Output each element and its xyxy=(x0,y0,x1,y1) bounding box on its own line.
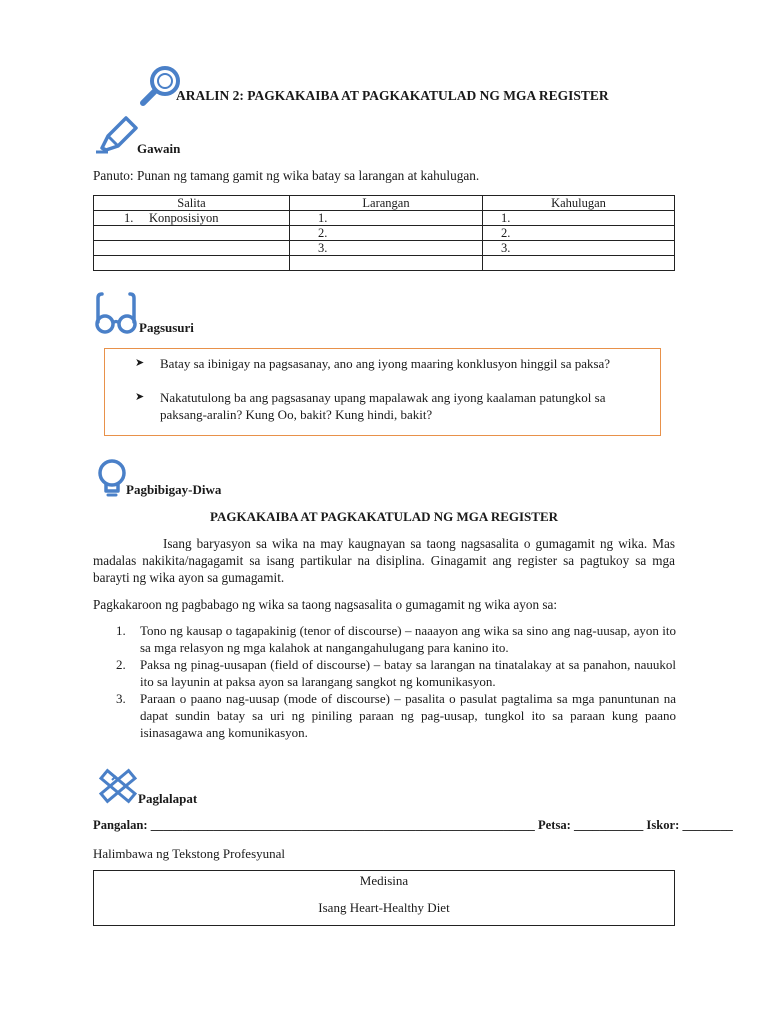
section-gawain: Gawain xyxy=(137,141,181,156)
section-pagsusuri: Pagsusuri xyxy=(139,320,194,335)
table-cell[interactable] xyxy=(94,256,290,271)
table-cell[interactable] xyxy=(94,241,290,256)
panuto-text: Panuto: Punan ng tamang gamit ng wika batay sa larangan at kahulugan. xyxy=(93,168,480,183)
table-cell[interactable] xyxy=(290,256,483,271)
table-row xyxy=(94,211,675,226)
table-cell[interactable]: 1. xyxy=(483,211,675,226)
table-row xyxy=(94,256,675,271)
arrow-bullet-icon: ➤ xyxy=(135,357,145,369)
diwa-heading: PAGKAKAIBA AT PAGKAKATULAD NG MGA REGISTER xyxy=(209,509,559,524)
table-cell[interactable]: 3. xyxy=(290,241,483,256)
ruler-pencil-icon xyxy=(92,766,142,808)
list-item: 1. Tono ng kausap o tagapakinig (tenor of discourse) – naaayon ang wika sa sino ang nag-uusap, ayon ito sa mga relasyon ng mga kalahok at nangangahulugang para kanino ito. xyxy=(116,623,676,655)
halimbawa-label: Halimbawa ng Tekstong Profesyunal xyxy=(93,846,286,861)
list-item: ➤ Batay sa ibinigay na pagsasanay, ano ang iyong maaring konklusyon hinggil sa paksa? xyxy=(135,356,611,371)
table-cell[interactable]: 2. xyxy=(290,226,483,241)
table-cell[interactable]: 2. xyxy=(483,226,675,241)
highlighter-icon xyxy=(92,110,142,156)
table-header: Larangan xyxy=(290,196,483,211)
table-row xyxy=(94,226,675,241)
lesson-title: ARALIN 2: PAGKAKAIBA AT PAGKAKATULAD NG MGA REGISTER xyxy=(176,88,609,103)
diwa-paragraph-2: Pagkakaroon ng pagbabago ng wika sa taong nagsasalita o gumagamit ng wika ayon sa: xyxy=(93,597,558,612)
diwa-paragraph-1: Isang baryasyon sa wika na may kaugnayan sa taong nagsasalita o gumagamit ng wika. Mas madalas nakikita/nagagamit sa isang partikular na disiplina. Ginagamit ang register sa pagtukoy sa mga barayti ng wika ayon sa gumagamit. xyxy=(93,536,675,585)
list-item: 2. Paksa ng pinag-uusapan (field of discourse) – batay sa larangan na tinatalakay at sa panahon, nauukol ito sa layunin at paksa ayon sa larangang sangkot ng komunikasyon. xyxy=(116,657,676,689)
table-header: Salita xyxy=(94,196,290,211)
table-cell[interactable]: 1. Konposisiyon xyxy=(94,211,290,226)
example-subtitle: Isang Heart-Healthy Diet xyxy=(318,900,450,915)
table-cell[interactable]: 3. xyxy=(483,241,675,256)
list-item: ➤ Nakatutulong ba ang pagsasanay upang mapalawak ang iyong kaalaman patungkol sa paksang-aralin? Kung Oo, bakit? Kung hindi, bakit? xyxy=(135,390,606,422)
section-paglalapat: Paglalapat xyxy=(138,791,198,806)
form-line[interactable]: Pangalan: _____________________________________________________________ Petsa: ___________ Iskor: ________ xyxy=(93,818,733,832)
table-cell[interactable]: 1. xyxy=(290,211,483,226)
arrow-bullet-icon: ➤ xyxy=(135,391,145,403)
example-box xyxy=(93,870,675,926)
section-pagbibigay-diwa: Pagbibigay-Diwa xyxy=(126,482,222,497)
answer-table xyxy=(93,195,675,271)
pagsusuri-box xyxy=(104,348,661,436)
example-title: Medisina xyxy=(359,873,409,888)
table-cell[interactable] xyxy=(94,226,290,241)
table-header: Kahulugan xyxy=(483,196,675,211)
glasses-icon xyxy=(92,292,140,336)
list-item: 3. Paraan o paano nag-uusap (mode of discourse) – pasalita o pasulat pagtalima sa mga panuntunan na dapat sundin batay sa uri ng piniling paraan ng pag-uusap, tungkol ito sa paraan kung paano isinasagawa ang komunikasyon. xyxy=(116,691,676,740)
table-cell[interactable] xyxy=(483,256,675,271)
table-row xyxy=(94,241,675,256)
